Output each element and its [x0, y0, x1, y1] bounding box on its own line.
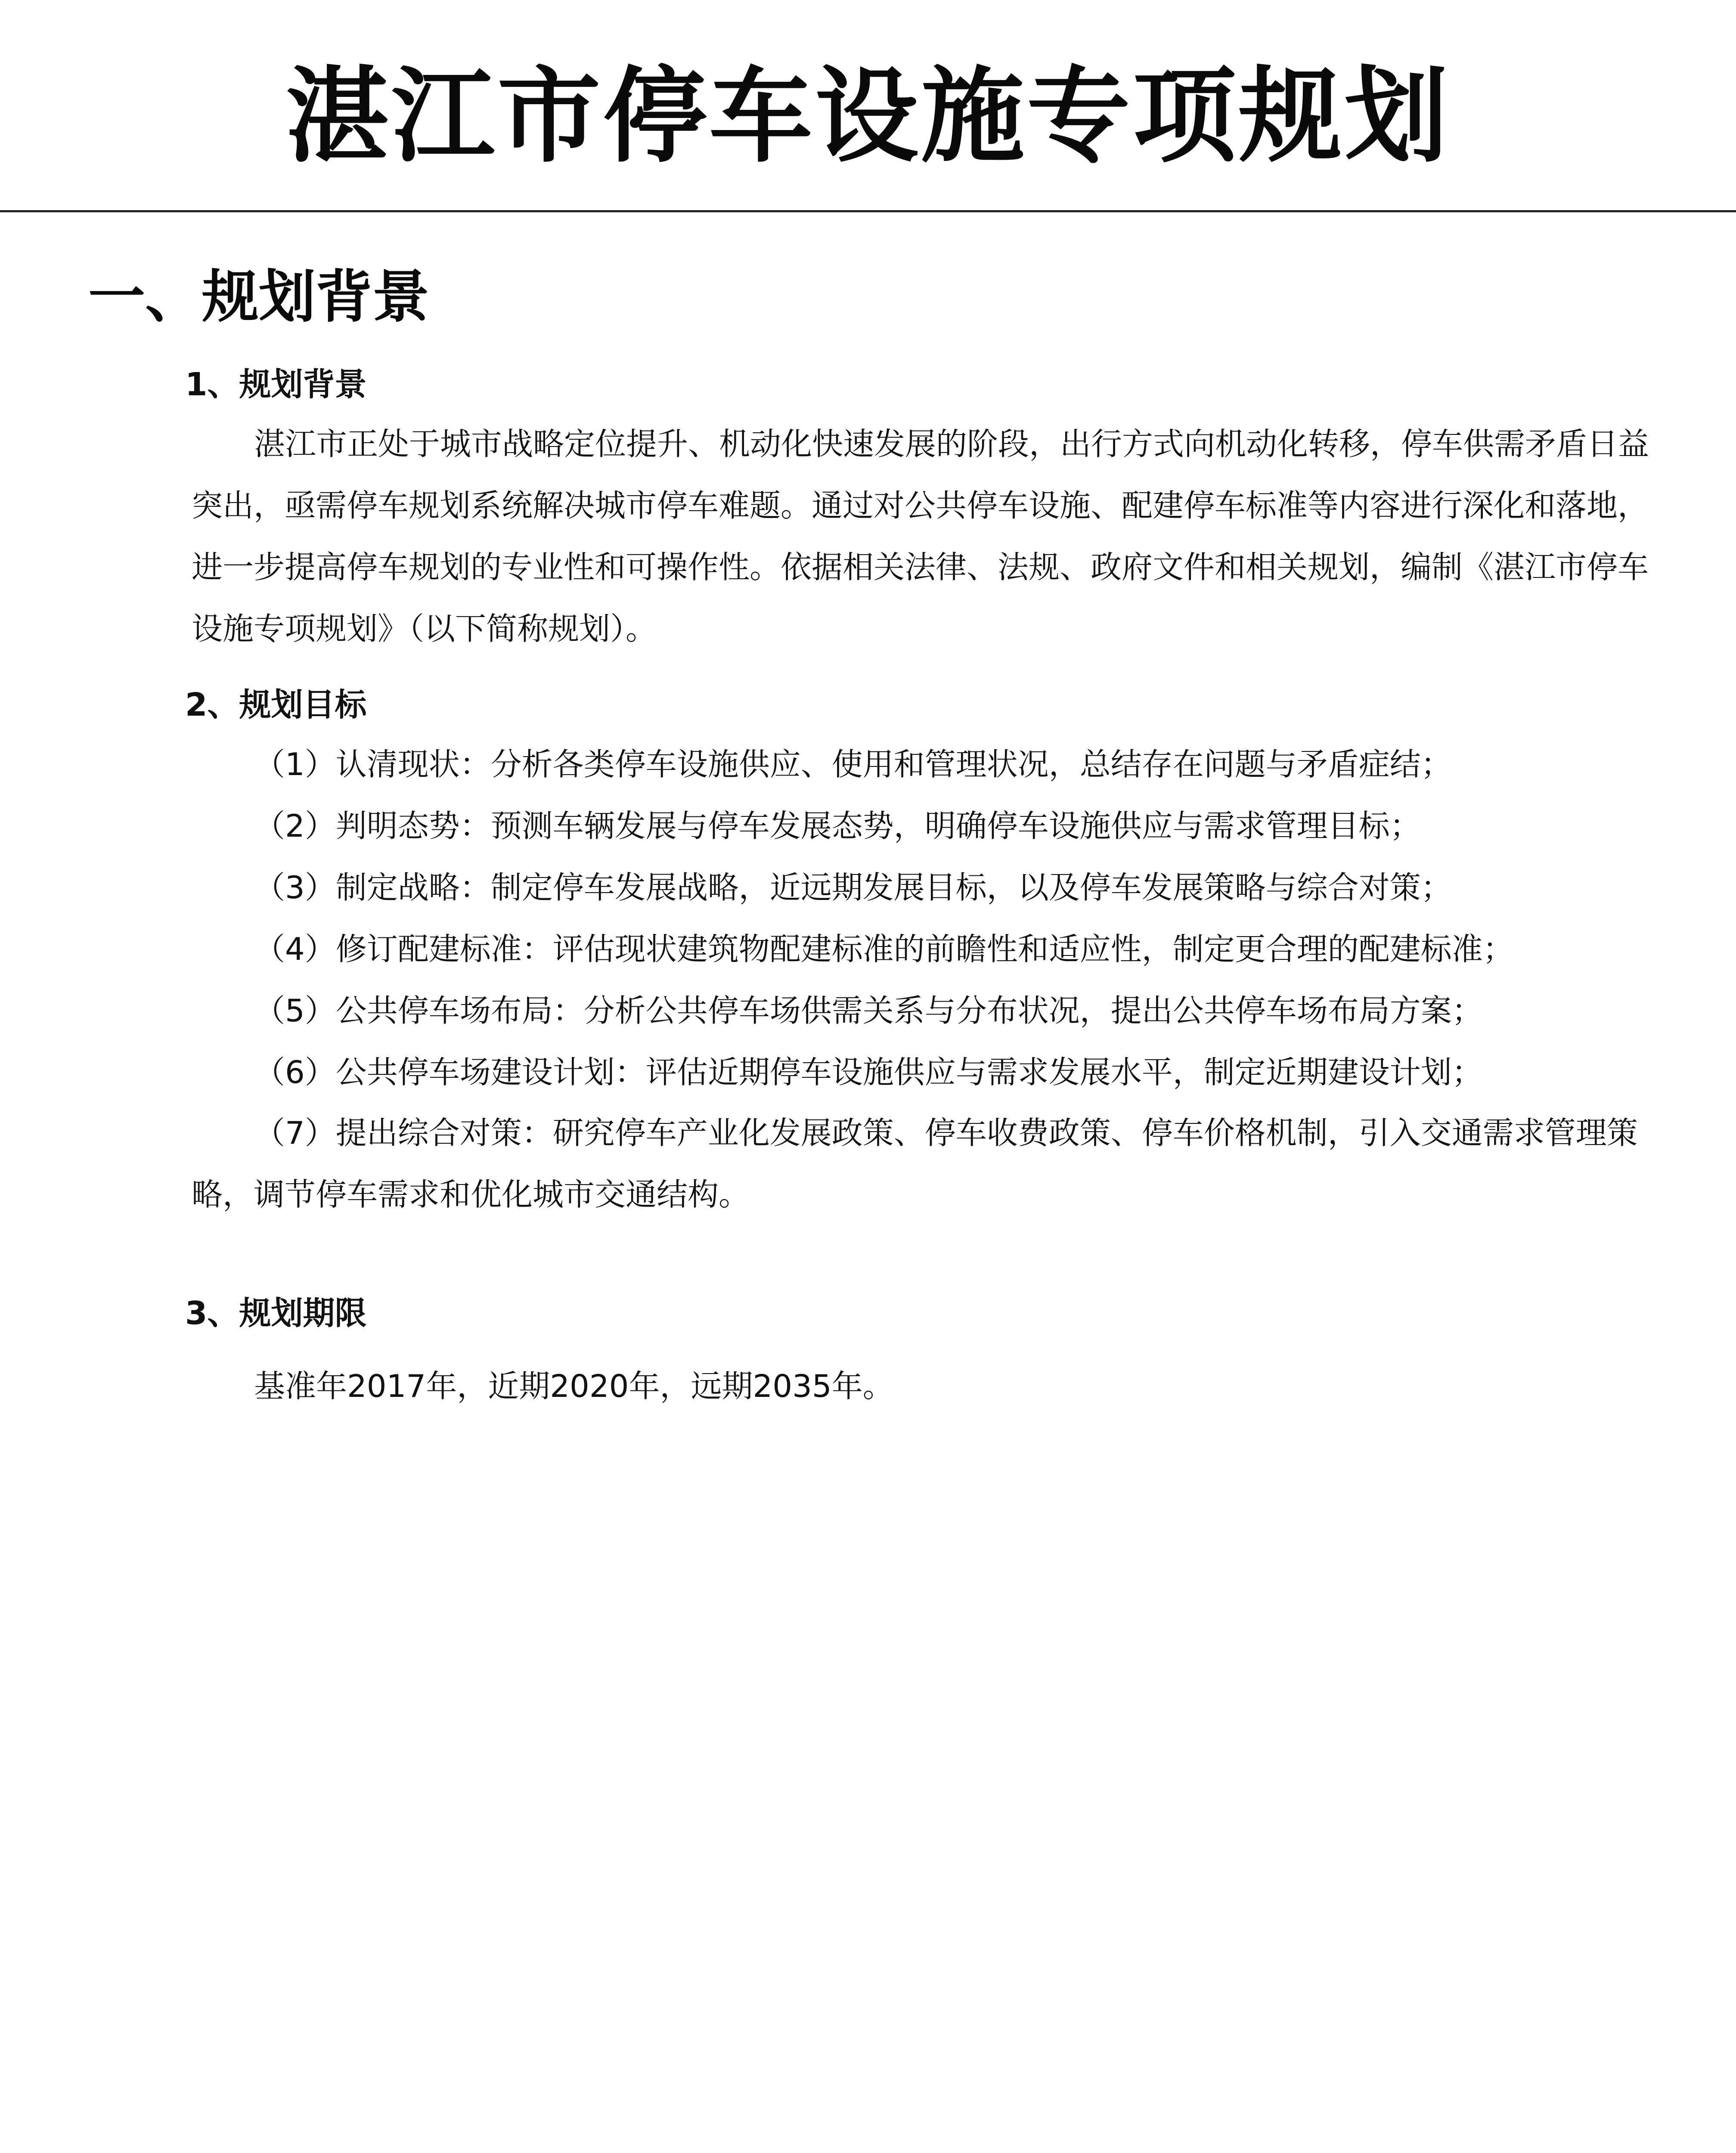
goals-heading: 2、规划目标 — [185, 686, 367, 723]
period-heading: 3、规划期限 — [185, 1295, 367, 1332]
title-divider — [0, 210, 1736, 212]
background-heading: 1、规划背景 — [185, 366, 367, 403]
goal-item-1: （1）认清现状：分析各类停车设施供应、使用和管理状况，总结存在问题与矛盾症结； — [254, 746, 1452, 782]
goal-item-6: （6）公共停车场建设计划：评估近期停车设施供应与需求发展水平，制定近期建设计划； — [254, 1054, 1483, 1090]
section-heading: 一、规划背景 — [88, 264, 429, 330]
document-title: 湛江市停车设施专项规划 — [285, 56, 1451, 177]
period-paragraph: 基准年2017年，近期2020年，远期2035年。 — [254, 1368, 894, 1404]
goal-item-5: （5）公共停车场布局：分析公共停车场供需关系与分布状况，提出公共停车场布局方案； — [254, 993, 1483, 1029]
goal-item-4: （4）修订配建标准：评估现状建筑物配建标准的前瞻性和适应性，制定更合理的配建标准； — [254, 931, 1514, 967]
goal-item-2: （2）判明态势：预测车辆发展与停车发展态势，明确停车设施供应与需求管理目标； — [254, 808, 1421, 844]
goal-item-3: （3）制定战略：制定停车发展战略，近远期发展目标，以及停车发展策略与综合对策； — [254, 869, 1452, 906]
background-paragraph: 湛江市正处于城市战略定位提升、机动化快速发展的阶段，出行方式向机动化转移，停车供需矛盾日益突出，亟需停车规划系统解决城市停车难题。通过对公共停车设施、配建停车标准等内容进行深化和落地，进一步提高停车规划的专业性和可操作性。依据相关法律、法规、政府文件和相关规划，编制《湛江市停车设施专项规划》（以下简称规划）。 — [192, 426, 1649, 647]
goal-item-7: （7）提出综合对策：研究停车产业化发展政策、停车收费政策、停车价格机制，引入交通需求管理策略，调节停车需求和优化城市交通结构。 — [192, 1115, 1638, 1213]
